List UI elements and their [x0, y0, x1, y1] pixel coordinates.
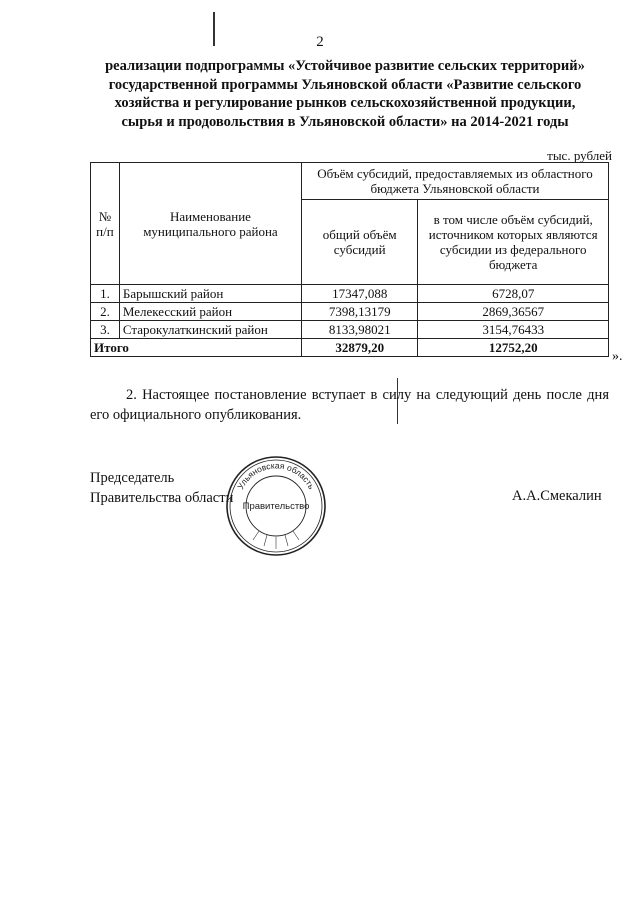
- cell-district: Мелекесский район: [119, 303, 301, 321]
- signatory-name: А.А.Смекалин: [512, 488, 602, 504]
- cell-total: 17347,088: [302, 285, 418, 303]
- cell-number: 2.: [91, 303, 120, 321]
- cell-number: 3.: [91, 321, 120, 339]
- official-seal: [224, 454, 328, 558]
- cell-number: 1.: [91, 285, 120, 303]
- table-row: [91, 321, 609, 339]
- cell-district: Барышский район: [119, 285, 301, 303]
- header-cell-federal: в том числе объём субсидий, источником которых являются субсидии из федерального бюджета: [418, 200, 609, 285]
- table-row: [91, 285, 609, 303]
- heading-line: хозяйства и регулирование рынков сельскохозяйственной продукции,: [114, 95, 576, 111]
- paragraph-2: 2. Настоящее постановление вступает в силу на следующий день после дня его официального опубликования.: [90, 387, 609, 423]
- heading-line: государственной программы Ульяновской области «Развитие сельского: [108, 76, 582, 93]
- cell-federal: 2869,36567: [418, 303, 609, 321]
- table-row: [91, 303, 609, 321]
- heading-line: сырья и продовольствия в Ульяновской области» на 2014-2021 годы: [121, 113, 569, 130]
- total-federal: 12752,20: [418, 339, 609, 357]
- seal-center-text: Правительство: [242, 501, 310, 512]
- cell-federal: 6728,07: [418, 285, 609, 303]
- document-heading: [70, 57, 620, 131]
- cell-total: 7398,13179: [302, 303, 418, 321]
- cell-district: Старокулаткинский район: [119, 321, 301, 339]
- closing-quote: ».: [612, 349, 623, 364]
- total-sum: 32879,20: [302, 339, 418, 357]
- header-cell-district: Наименование муниципального района: [119, 163, 301, 285]
- position-line: Председатель: [90, 470, 175, 486]
- cell-total: 8133,98021: [302, 321, 418, 339]
- subsidies-table: [90, 162, 609, 357]
- cell-federal: 3154,76433: [418, 321, 609, 339]
- position-line: Правительства области: [90, 490, 234, 506]
- header-cell-number: № п/п: [91, 163, 120, 285]
- total-label: Итого: [91, 339, 302, 357]
- units-label: тыс. рублей: [547, 148, 612, 163]
- page-number: 2: [316, 34, 324, 50]
- signatory-position: [90, 468, 233, 508]
- table-header-row: [91, 163, 609, 200]
- header-cell-total: общий объём субсидий: [302, 200, 418, 285]
- seal-ring-text: Ульяновская область: [235, 460, 317, 491]
- table-total-row: [91, 339, 609, 357]
- heading-line: реализации подпрограммы «Устойчивое развитие сельских территорий»: [105, 58, 585, 74]
- header-cell-subsidy-group: Объём субсидий, предоставляемых из областного бюджета Ульяновской области: [302, 163, 609, 200]
